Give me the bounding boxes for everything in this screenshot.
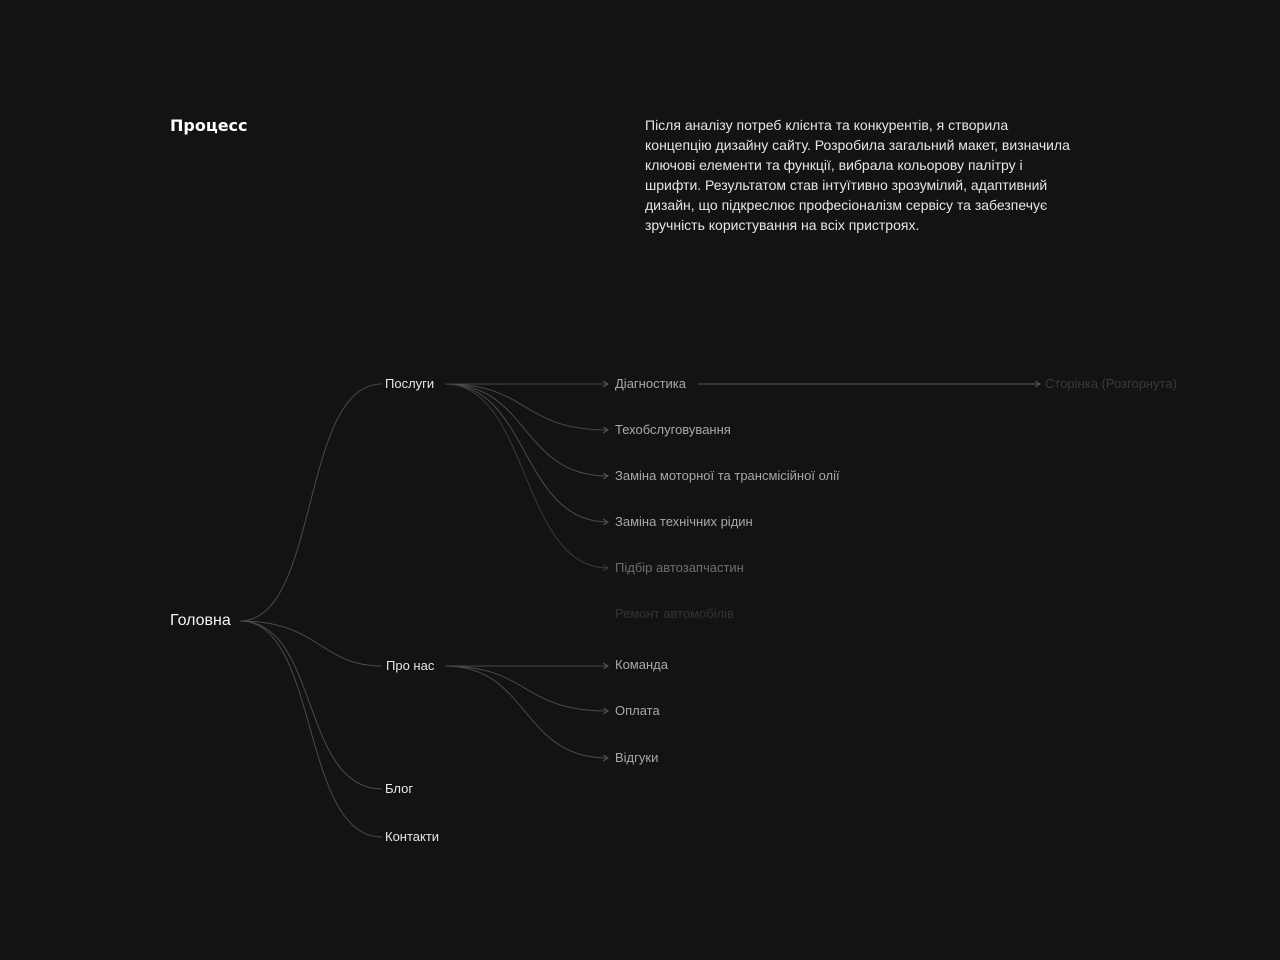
sitemap-node-about: Про нас (386, 658, 435, 673)
section-description: Після аналізу потреб клієнта та конкурентів, я створила концепцію дизайну сайту. Розробила загальний макет, визначила ключові елементи та функції, вибрала кольорову палітру і шрифти. Результатом став інтуїтивно зрозумілий, адаптивний дизайн, що підкреслює професіоналізм сервісу та забезпечує зручність користування на всіх пристроях. (645, 117, 1070, 233)
connector-services-maintenance (445, 384, 608, 430)
sitemap-node-maintenance: Техобслуговування (615, 422, 731, 437)
sitemap-node-diagnostics: Діагностика (615, 376, 686, 391)
sitemap-node-payment: Оплата (615, 703, 660, 718)
section-title: Процесс (170, 116, 248, 135)
connector-services-fluids (445, 384, 608, 522)
sitemap-node-repair: Ремонт автомобілів (615, 606, 735, 621)
connector-about-reviews (445, 666, 608, 758)
sitemap-node-reviews: Відгуки (615, 750, 659, 765)
sitemap-node-parts: Підбір автозапчастин (615, 560, 744, 575)
sitemap-node-oil-change: Заміна моторної та трансмісійної олії (615, 468, 840, 483)
connector-services-parts (445, 384, 608, 568)
sitemap-node-contacts: Контакти (385, 829, 440, 844)
connector-root-services (240, 384, 382, 621)
sitemap-node-blog: Блог (385, 781, 414, 796)
sitemap-root-home: Головна (170, 612, 231, 629)
connector-about-payment (445, 666, 608, 711)
sitemap-node-fluids: Заміна технічних рідин (615, 514, 753, 529)
connector-root-blog (240, 621, 382, 789)
connector-root-contacts (240, 621, 382, 837)
sitemap-node-team: Команда (615, 657, 668, 672)
sitemap-node-detail-page: Сторінка (Розгорнута) (1045, 376, 1177, 391)
connector-services-oil (445, 384, 608, 476)
sitemap-node-services: Послуги (385, 376, 435, 391)
